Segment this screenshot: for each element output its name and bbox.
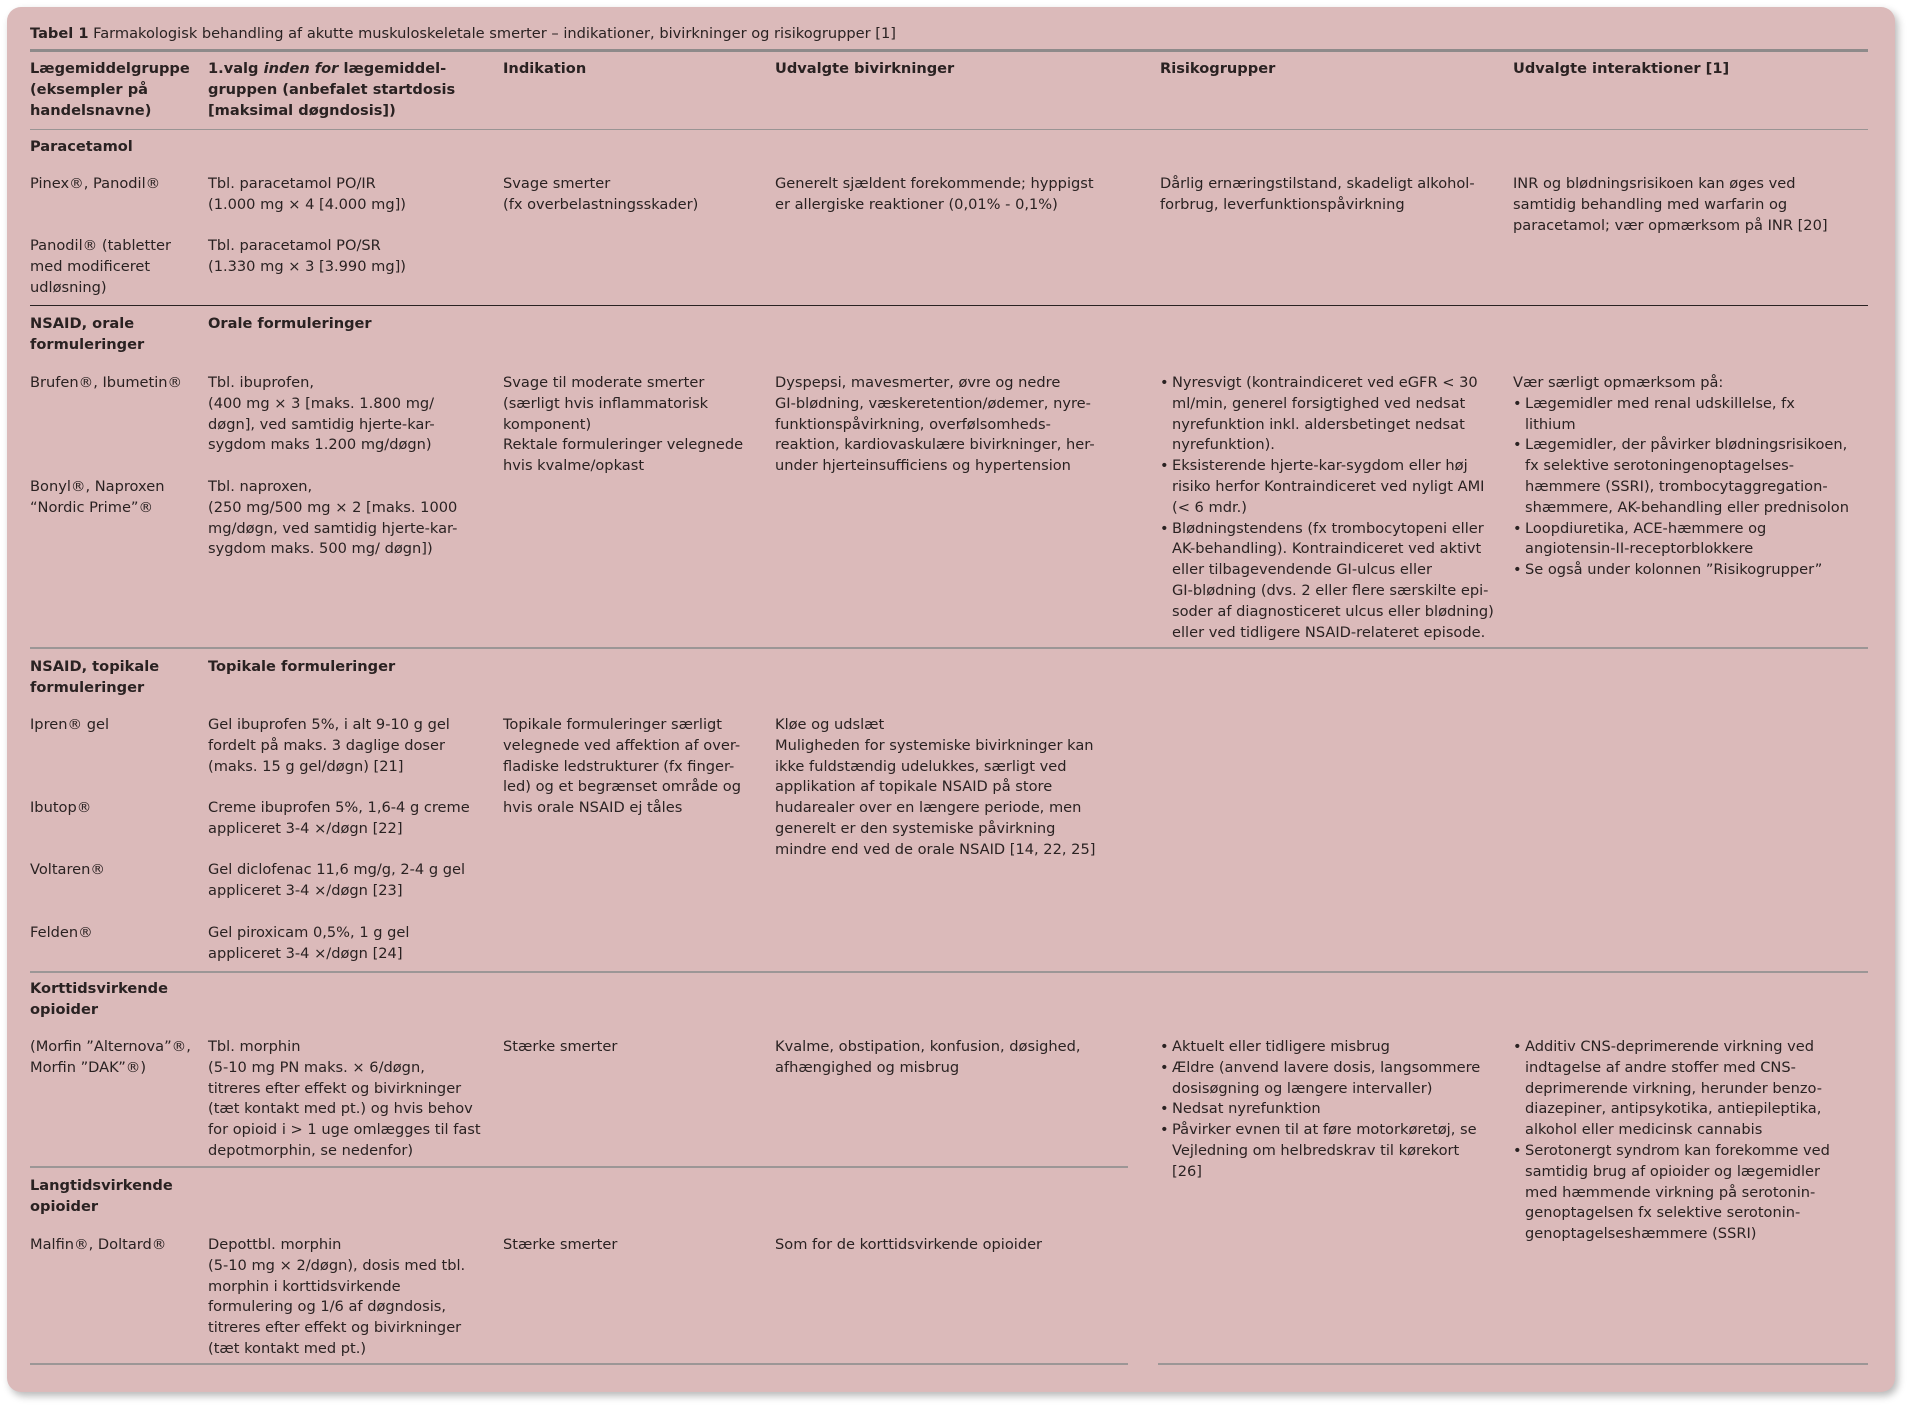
text-line: ikke fuldstændig udelukkes, særligt ved (775, 757, 1067, 775)
text-line: (400 mg × 3 [maks. 1.800 mg/ (208, 394, 435, 412)
text-line: (1.000 mg × 4 [4.000 mg]) (208, 195, 406, 213)
text-line: • Serotonergt syndrom kan forekomme ved (1525, 1141, 1830, 1159)
dose-cell (208, 860, 465, 902)
list-item (1513, 1037, 1830, 1141)
text-line: Morfin ”DAK”®) (30, 1058, 147, 1076)
text-line: Tbl. paracetamol PO/SR (208, 237, 381, 254)
text-line: Gel ibuprofen 5%, i alt 9-10 g gel (208, 716, 450, 733)
text-line: velegnede ved affektion af over- (503, 736, 741, 754)
list-item (1160, 1099, 1480, 1120)
text-line: angiotensin-II-receptorblokkere (1525, 540, 1754, 558)
text-line: depotmorphin, se nedenfor) (208, 1141, 414, 1159)
text-line: Topikale formuleringer særligt (503, 716, 723, 733)
text-line: • Lægemidler, der påvirker blødningsrisikoen, (1525, 436, 1848, 454)
text-line: alkohol eller medicinsk cannabis (1525, 1121, 1763, 1139)
text-line: • Loopdiuretika, ACE-hæmmere og (1525, 519, 1767, 537)
text-line: Langtidsvirkende (30, 1177, 173, 1194)
text-line: • Påvirker evnen til at føre motorkøretøj, se (1172, 1121, 1477, 1139)
text-line: Bonyl®, Naproxen (30, 478, 165, 495)
text-line: reaktion, kardiovaskulære bivirkninger, her- (775, 436, 1095, 454)
text-line: nyrefunktion). (1172, 436, 1275, 454)
text-line: appliceret 3-4 ×/døgn [23] (208, 881, 403, 899)
brand-names: Ibutop® (30, 799, 92, 816)
risk-list (1160, 373, 1494, 643)
bottom-rule-left (30, 1363, 1128, 1365)
text-line: hudarealer over en længere periode, men (775, 799, 1082, 817)
text-line: afhængighed og misbrug (775, 1058, 960, 1076)
text-line: Gel piroxicam 0,5%, 1 g gel (208, 924, 410, 941)
text-line: NSAID, topikale (30, 658, 160, 675)
subheading: Topikale formuleringer (208, 658, 396, 675)
text-line: nyrefunktion inkl. aldersbetinget nedsat (1172, 415, 1465, 433)
text-line: formuleringer (30, 335, 145, 353)
text-line: paracetamol; vær opmærksom på INR [20] (1513, 216, 1828, 234)
header-line (208, 59, 455, 80)
dose-cell (208, 798, 470, 840)
text-line: udløsning) (30, 278, 107, 296)
indication-cell: Stærke smerter (503, 1236, 618, 1253)
text-line: soder af diagnosticeret ulcus eller blødning) (1172, 602, 1494, 620)
text-line: indtagelse af andre stoffer med CNS- (1525, 1058, 1796, 1076)
indication-cell: Stærke smerter (503, 1038, 618, 1055)
dose-cell (208, 1235, 465, 1360)
text-line: deprimerende virkning, herunder benzo- (1525, 1079, 1823, 1097)
text-line: eller tilbagevendende GI-ulcus eller (1172, 561, 1432, 579)
text-line: • Eksisterende hjerte-kar-sygdom eller høj (1172, 457, 1468, 475)
side-effects-cell: Som for de korttidsvirkende opioider (775, 1236, 1043, 1253)
dose-cell (208, 174, 406, 216)
header-rule (30, 129, 1868, 130)
text-line: applikation af topikale NSAID på store (775, 778, 1053, 796)
brand-names: Brufen®, Ibumetin® (30, 374, 183, 391)
text-line: samtidig brug af opioider og lægemidler (1525, 1162, 1821, 1180)
list-item (1160, 456, 1494, 518)
text-line: • Nedsat nyrefunktion (1172, 1100, 1321, 1118)
list-item (1160, 1037, 1480, 1058)
text-line: • Blødningstendens (fx trombocytopeni eller (1172, 519, 1484, 537)
indication-cell (503, 715, 741, 819)
text-line: shæmmere, AK-behandling eller prednisolon (1525, 498, 1849, 516)
dose-cell (208, 477, 457, 560)
text-line: funktionspåvirkning, overfølsomheds- (775, 415, 1051, 433)
header-text: lægemiddel- (338, 60, 447, 77)
text-line: • Ældre (anvend lavere dosis, langsommere (1172, 1058, 1481, 1076)
top-rule (30, 49, 1868, 52)
header-italic: inden for (263, 60, 339, 77)
text-line: fx selektive serotoningenoptagelses- (1525, 457, 1795, 475)
text-line: sygdom maks. 500 mg/ døgn]) (208, 540, 433, 558)
text-line: INR og blødningsrisikoen kan øges ved (1513, 175, 1796, 192)
text-line: med modificeret (30, 257, 151, 275)
indication-cell (503, 174, 698, 216)
brand-names: Pinex®, Panodil® (30, 175, 161, 192)
text-line: (5-10 mg PN maks. × 6/døgn, (208, 1058, 425, 1076)
text-line: genoptagelseshæmmere (SSRI) (1525, 1225, 1757, 1243)
header-line: [maksimal døgndosis]) (208, 101, 396, 119)
text-line: hvis orale NSAID ej tåles (503, 799, 683, 817)
interactions-list (1513, 394, 1849, 581)
list-item (1160, 1120, 1480, 1182)
subheading: Orale formuleringer (208, 315, 372, 332)
text-line: (250 mg/500 mg × 2 [maks. 1000 (208, 498, 458, 516)
text-line: (fx overbelastningsskader) (503, 195, 699, 213)
dose-cell (208, 373, 435, 456)
text-line: under hjerteinsufficiens og hypertension (775, 457, 1071, 475)
header-risk-groups: Risikogrupper (1160, 60, 1276, 77)
text-line: eller ved tidligere NSAID-relateret episode. (1172, 623, 1486, 641)
text-line: Vær særligt opmærksom på: (1513, 374, 1724, 391)
text-line: sygdom maks 1.200 mg/døgn) (208, 436, 432, 454)
text-line: Tbl. naproxen, (208, 478, 313, 495)
brand-names: Malfin®, Doltard® (30, 1236, 167, 1253)
text-line: med hæmmende virkning på serotonin- (1525, 1183, 1816, 1201)
list-item (1160, 1058, 1480, 1100)
text-line: opioider (30, 1000, 99, 1018)
text-line: • Se også under kolonnen ”Risikogrupper” (1525, 561, 1823, 579)
list-item (1160, 373, 1494, 456)
text-line: Panodil® (tabletter (30, 237, 171, 254)
header-indication: Indikation (503, 60, 587, 77)
interactions-cell (1513, 373, 1849, 581)
text-line: Vejledning om helbredskrav til kørekort (1172, 1141, 1460, 1159)
group-short-opioids (30, 979, 168, 1021)
risk-cell (1160, 373, 1494, 643)
text-line: (særligt hvis inflammatorisk (503, 394, 709, 412)
text-line: • Nyresvigt (kontraindiceret ved eGFR < 30 (1172, 374, 1478, 391)
list-item (1513, 435, 1849, 518)
text-line: • Lægemidler med renal udskillelse, fx (1525, 394, 1795, 412)
text-line: er allergiske reaktioner (0,01% - 0,1%) (775, 195, 1058, 213)
list-item (1513, 1141, 1830, 1245)
text-line: Gel diclofenac 11,6 mg/g, 2-4 g gel (208, 861, 466, 878)
text-line: NSAID, orale (30, 315, 135, 332)
text-line: opioider (30, 1197, 99, 1215)
text-line: Creme ibuprofen 5%, 1,6-4 g creme (208, 799, 470, 816)
section-rule (30, 647, 1868, 649)
brand-names: Felden® (30, 924, 93, 941)
text-line: Korttidsvirkende (30, 980, 169, 997)
text-line: genoptagelsen fx selektive serotonin- (1525, 1204, 1801, 1222)
text-line: Dårlig ernæringstilstand, skadeligt alkohol- (1160, 175, 1475, 192)
text-line: titreres efter effekt og bivirkninger (208, 1079, 462, 1097)
header-line: handelsnavne) (30, 101, 152, 119)
text-line: AK-behandling). Kontraindiceret ved aktivt (1172, 540, 1482, 558)
indication-cell (503, 373, 743, 477)
header-interactions: Udvalgte interaktioner [1] (1513, 60, 1730, 77)
text-line: “Nordic Prime”® (30, 498, 154, 516)
text-line: formulering og 1/6 af døgndosis, (208, 1298, 446, 1316)
text-line: komponent) (503, 415, 592, 433)
brand-names (30, 477, 164, 519)
header-line: (eksempler på (30, 80, 148, 98)
text-line: • Additiv CNS-deprimerende virkning ved (1525, 1038, 1815, 1055)
text-line: Muligheden for systemiske bivirkninger kan (775, 736, 1094, 754)
text-line: (1.330 mg × 3 [3.990 mg]) (208, 257, 406, 275)
group-long-opioids (30, 1176, 173, 1218)
text-line: (< 6 mdr.) (1172, 498, 1247, 516)
text-line: (Morfin ”Alternova”®, (30, 1038, 191, 1055)
brand-names: Ipren® gel (30, 716, 110, 733)
group-nsaid-topical (30, 657, 159, 699)
text-line: morphin i korttidsvirkende (208, 1277, 401, 1295)
text-line: Svage til moderate smerter (503, 374, 705, 391)
text-line: appliceret 3-4 ×/døgn [22] (208, 819, 403, 837)
risk-cell (1160, 1037, 1480, 1183)
text-line: Tbl. paracetamol PO/IR (208, 175, 376, 192)
list-item (1513, 560, 1849, 581)
text-line: Tbl. morphin (208, 1038, 301, 1055)
side-effects-cell (775, 715, 1095, 861)
text-line: Tbl. ibuprofen, (208, 374, 314, 391)
header-side-effects: Udvalgte bivirkninger (775, 60, 955, 77)
bottom-rule-right (1158, 1363, 1868, 1365)
dose-cell (208, 715, 450, 777)
table-title: Farmakologisk behandling af akutte muskuloskeletale smerter – indikationer, bivirkninger og risikogrupper [1] (93, 25, 896, 42)
text-line: led) og et begrænset område og (503, 778, 741, 796)
interactions-list (1513, 1037, 1830, 1245)
text-line: hæmmere (SSRI), trombocytaggregation- (1525, 477, 1828, 495)
header-line: Lægemiddelgruppe (30, 60, 190, 77)
text-line: formuleringer (30, 678, 145, 696)
text-line: Dyspepsi, mavesmerter, øvre og nedre (775, 374, 1061, 391)
header-line: gruppen (anbefalet startdosis (208, 80, 456, 98)
dose-cell (208, 923, 409, 965)
text-line: ml/min, generel forsigtighed ved nedsat (1172, 394, 1466, 412)
text-line: Kvalme, obstipation, konfusion, døsighed, (775, 1038, 1081, 1055)
interactions-cell (1513, 174, 1828, 236)
text-line: samtidig behandling med warfarin og (1513, 195, 1788, 213)
text-line: for opioid i > 1 uge omlægges til fast (208, 1121, 481, 1139)
text-line: fordelt på maks. 3 daglige doser (208, 736, 445, 754)
text-line: Svage smerter (503, 175, 611, 192)
text-line: Generelt sjældent forekommende; hyppigst (775, 175, 1094, 192)
text-line: • Aktuelt eller tidligere misbrug (1172, 1038, 1390, 1055)
risk-list (1160, 1037, 1480, 1183)
text-line: forbrug, leverfunktionspåvirkning (1160, 195, 1405, 213)
brand-names (30, 236, 171, 298)
text-line: lithium (1525, 415, 1576, 433)
dose-cell (208, 236, 406, 278)
table-number: Tabel 1 (30, 25, 89, 42)
text-line: fladiske ledstrukturer (fx finger- (503, 757, 735, 775)
group-nsaid-oral (30, 314, 144, 356)
list-item (1513, 394, 1849, 436)
text-line: Kløe og udslæt (775, 716, 885, 733)
side-effects-cell (775, 1037, 1081, 1079)
text-line: (5-10 mg × 2/døgn), dosis med tbl. (208, 1256, 466, 1274)
text-line: (tæt kontakt med pt.) og hvis behov (208, 1100, 473, 1118)
text-line: (maks. 15 g gel/døgn) [21] (208, 757, 404, 775)
text-line: diazepiner, antipsykotika, antiepileptika, (1525, 1100, 1822, 1118)
text-line: generelt er den systemiske påvirkning (775, 819, 1056, 837)
text-line: GI-blødning, væskeretention/ødemer, nyre- (775, 394, 1091, 412)
partial-rule (30, 1166, 1128, 1168)
text-line: Depottbl. morphin (208, 1236, 342, 1253)
text-line: appliceret 3-4 ×/døgn [24] (208, 944, 403, 962)
side-effects-cell (775, 174, 1094, 216)
brand-names (30, 1037, 191, 1079)
text-line: Rektale formuleringer velegnede (503, 436, 744, 454)
header-text: 1.valg (208, 60, 264, 77)
text-line: døgn], ved samtidig hjerte-kar- (208, 415, 435, 433)
brand-names: Voltaren® (30, 861, 105, 878)
section-rule (30, 305, 1868, 306)
text-line: mg/døgn, ved samtidig hjerte-kar- (208, 519, 458, 537)
table-caption (30, 24, 896, 45)
text-line: [26] (1172, 1162, 1202, 1180)
text-line: hvis kvalme/opkast (503, 457, 645, 475)
text-line: dosisøgning og længere intervaller) (1172, 1079, 1433, 1097)
list-item (1160, 519, 1494, 644)
text-line: mindre end ved de orale NSAID [14, 22, 25] (775, 840, 1096, 858)
dose-cell (208, 1037, 481, 1162)
risk-cell (1160, 174, 1475, 216)
text-line: (tæt kontakt med pt.) (208, 1339, 367, 1357)
text-line: risiko herfor Kontraindiceret ved nyligt AMI (1172, 477, 1485, 495)
text-line: titreres efter effekt og bivirkninger (208, 1319, 462, 1337)
interactions-cell (1513, 1037, 1830, 1245)
side-effects-cell (775, 373, 1095, 477)
group-paracetamol: Paracetamol (30, 138, 133, 155)
header-drug-group (30, 59, 190, 121)
header-first-choice (208, 59, 455, 121)
text-line: GI-blødning (dvs. 2 eller flere særskilte epi- (1172, 581, 1489, 599)
list-item (1513, 519, 1849, 561)
section-rule (30, 971, 1868, 973)
